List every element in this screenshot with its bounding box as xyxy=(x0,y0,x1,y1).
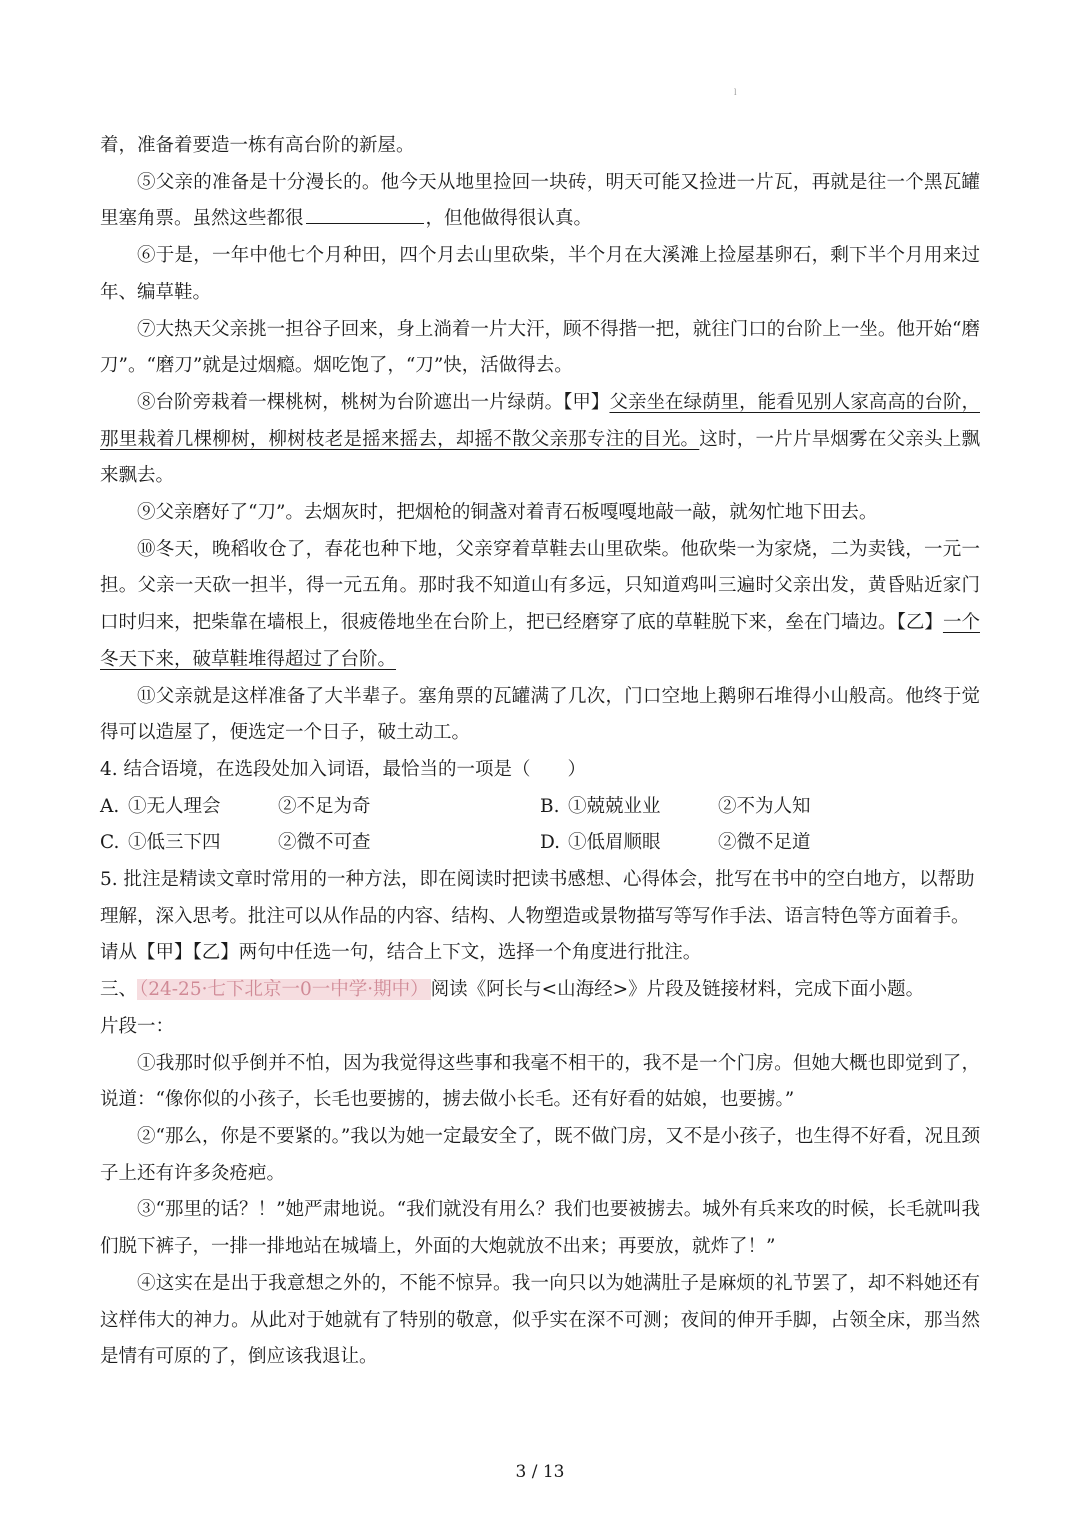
source-tag: （24-25·七下北京一0一中学·期中） xyxy=(139,979,429,1001)
paragraph-8: ⑧台阶旁栽着一棵桃树，桃树为台阶遮出一片绿荫。【甲】父亲坐在绿荫里，能看见别人家高高的台阶，那里栽着几棵柳树，柳树枝老是摇来摇去，却摇不散父亲那专注的目光。这时，一片片旱烟雾在父亲头上飘来飘去。 xyxy=(100,391,980,487)
fill-blank[interactable] xyxy=(306,205,424,224)
question-4-stem: 4. 结合语境，在选段处加入词语，最恰当的一项是（ ） xyxy=(100,758,587,780)
paragraph-6: ⑥于是，一年中他七个月种田，四个月去山里砍柴，半个月在大溪滩上捡屋基卵石，剩下半个月用来过年、编草鞋。 xyxy=(100,245,980,303)
paragraph-10: ⑩冬天，晚稻收仓了，春花也种下地，父亲穿着草鞋去山里砍柴。他砍柴一为家烧，二为卖钱，一元一担。父亲一天砍一担半，得一元五角。那时我不知道山有多远，只知道鸡叫三遍时父亲出发，黄昏贴近家门口时归来，把柴靠在墙根上，很疲倦地坐在台阶上，把已经磨穿了底的草鞋脱下来，垒在门墙边。【乙】一个冬天下来，破草鞋堆得超过了台阶。 xyxy=(100,538,980,670)
option-c[interactable]: C. ①低三下四 ②微不可查 xyxy=(100,832,371,854)
page-corner-mark: l xyxy=(734,88,737,97)
question-4-options-row-2 xyxy=(100,825,980,862)
paragraph-11: ⑪父亲就是这样准备了大半辈子。塞角票的瓦罐满了几次，门口空地上鹅卵石堆得小山般高。他终于觉得可以造屋了，便选定一个日子，破土动工。 xyxy=(100,685,980,744)
paragraph-0: 着，准备着要造一栋有高台阶的新屋。 xyxy=(100,135,415,156)
sentence-jia-underlined: 父亲坐在绿荫里，能看见别人家高高的台阶，那里栽着几棵柳树，柳树枝老是摇来摇去，却摇不散父亲那专注的目光。 xyxy=(100,391,980,450)
option-a[interactable]: A. ①无人理会 ②不足为奇 xyxy=(100,795,371,817)
option-d[interactable]: D. ①低眉顺眼 ②微不足道 xyxy=(540,832,811,854)
section-3-heading: 三、 （24-25·七下北京一0一中学·期中） 阅读《阿长与<山海经>》片段及链接材料，完成下面小题。 xyxy=(100,979,925,1001)
question-4-options-row-1 xyxy=(100,789,980,826)
fragment-paragraph-3: ③“那里的话？！”她严肃地说。“我们就没有用么？我们也要被掳去。城外有兵来攻的时候，长毛就叫我们脱下裤子，一排一排地站在城墙上，外面的大炮就放不出来；再要放，就炸了！” xyxy=(100,1199,980,1258)
paragraph-5: ⑤父亲的准备是十分漫长的。他今天从地里捡回一块砖，明天可能又捡进一片瓦，再就是往一个黑瓦罐里塞角票。虽然这些都很 ，但他做得很认真。 xyxy=(100,171,980,230)
paragraph-7: ⑦大热天父亲挑一担谷子回来，身上淌着一片大汗，顾不得揩一把，就往门口的台阶上一坐。他开始“磨刀”。“磨刀”就是过烟瘾。烟吃饱了，“刀”快，活做得去。 xyxy=(100,318,980,377)
question-5: 5. 批注是精读文章时常用的一种方法，即在阅读时把读书感想、心得体会，批写在书中的空白地方，以帮助理解，深入思考。批注可以从作品的内容、结构、人物塑造或景物描写等写作手法、语言特色等方面着手。请从【甲】【乙】两句中任选一句，结合上下文，选择一个角度进行批注。 xyxy=(100,869,975,964)
fragment-paragraph-4: ④这实在是出于我意想之外的，不能不惊异。我一向只以为她满肚子是麻烦的礼节罢了，却不料她还有这样伟大的神力。从此对于她就有了特别的敬意，似乎实在深不可测；夜间的伸开手脚，占领全床，那当然是情有可原的了，倒应该我退让。 xyxy=(100,1272,980,1368)
page-content xyxy=(100,128,980,1376)
page-number: 3 / 13 xyxy=(515,1462,565,1482)
paragraph-9: ⑨父亲磨好了“刀”。去烟灰时，把烟枪的铜盏对着青石板嘎嘎地敲一敲，就匆忙地下田去。 xyxy=(137,502,878,524)
fragment-label: 片段一： xyxy=(100,1015,175,1037)
fragment-paragraph-2: ②“那么，你是不要紧的。”我以为她一定最安全了，既不做门房，又不是小孩子，也生得不好看，况且颈子上还有许多灸疮疤。 xyxy=(100,1125,980,1184)
option-b[interactable]: B. ①兢兢业业 ②不为人知 xyxy=(540,795,811,817)
fragment-paragraph-1: ①我那时似乎倒并不怕，因为我觉得这些事和我毫不相干的，我不是一个门房。但她大概也即觉到了，说道：“像你似的小孩子，长毛也要掳的，掳去做小长毛。还有好看的姑娘，也要掳。” xyxy=(100,1052,980,1111)
sentence-yi-underlined: 一个冬天下来，破草鞋堆得超过了台阶。 xyxy=(100,612,980,670)
